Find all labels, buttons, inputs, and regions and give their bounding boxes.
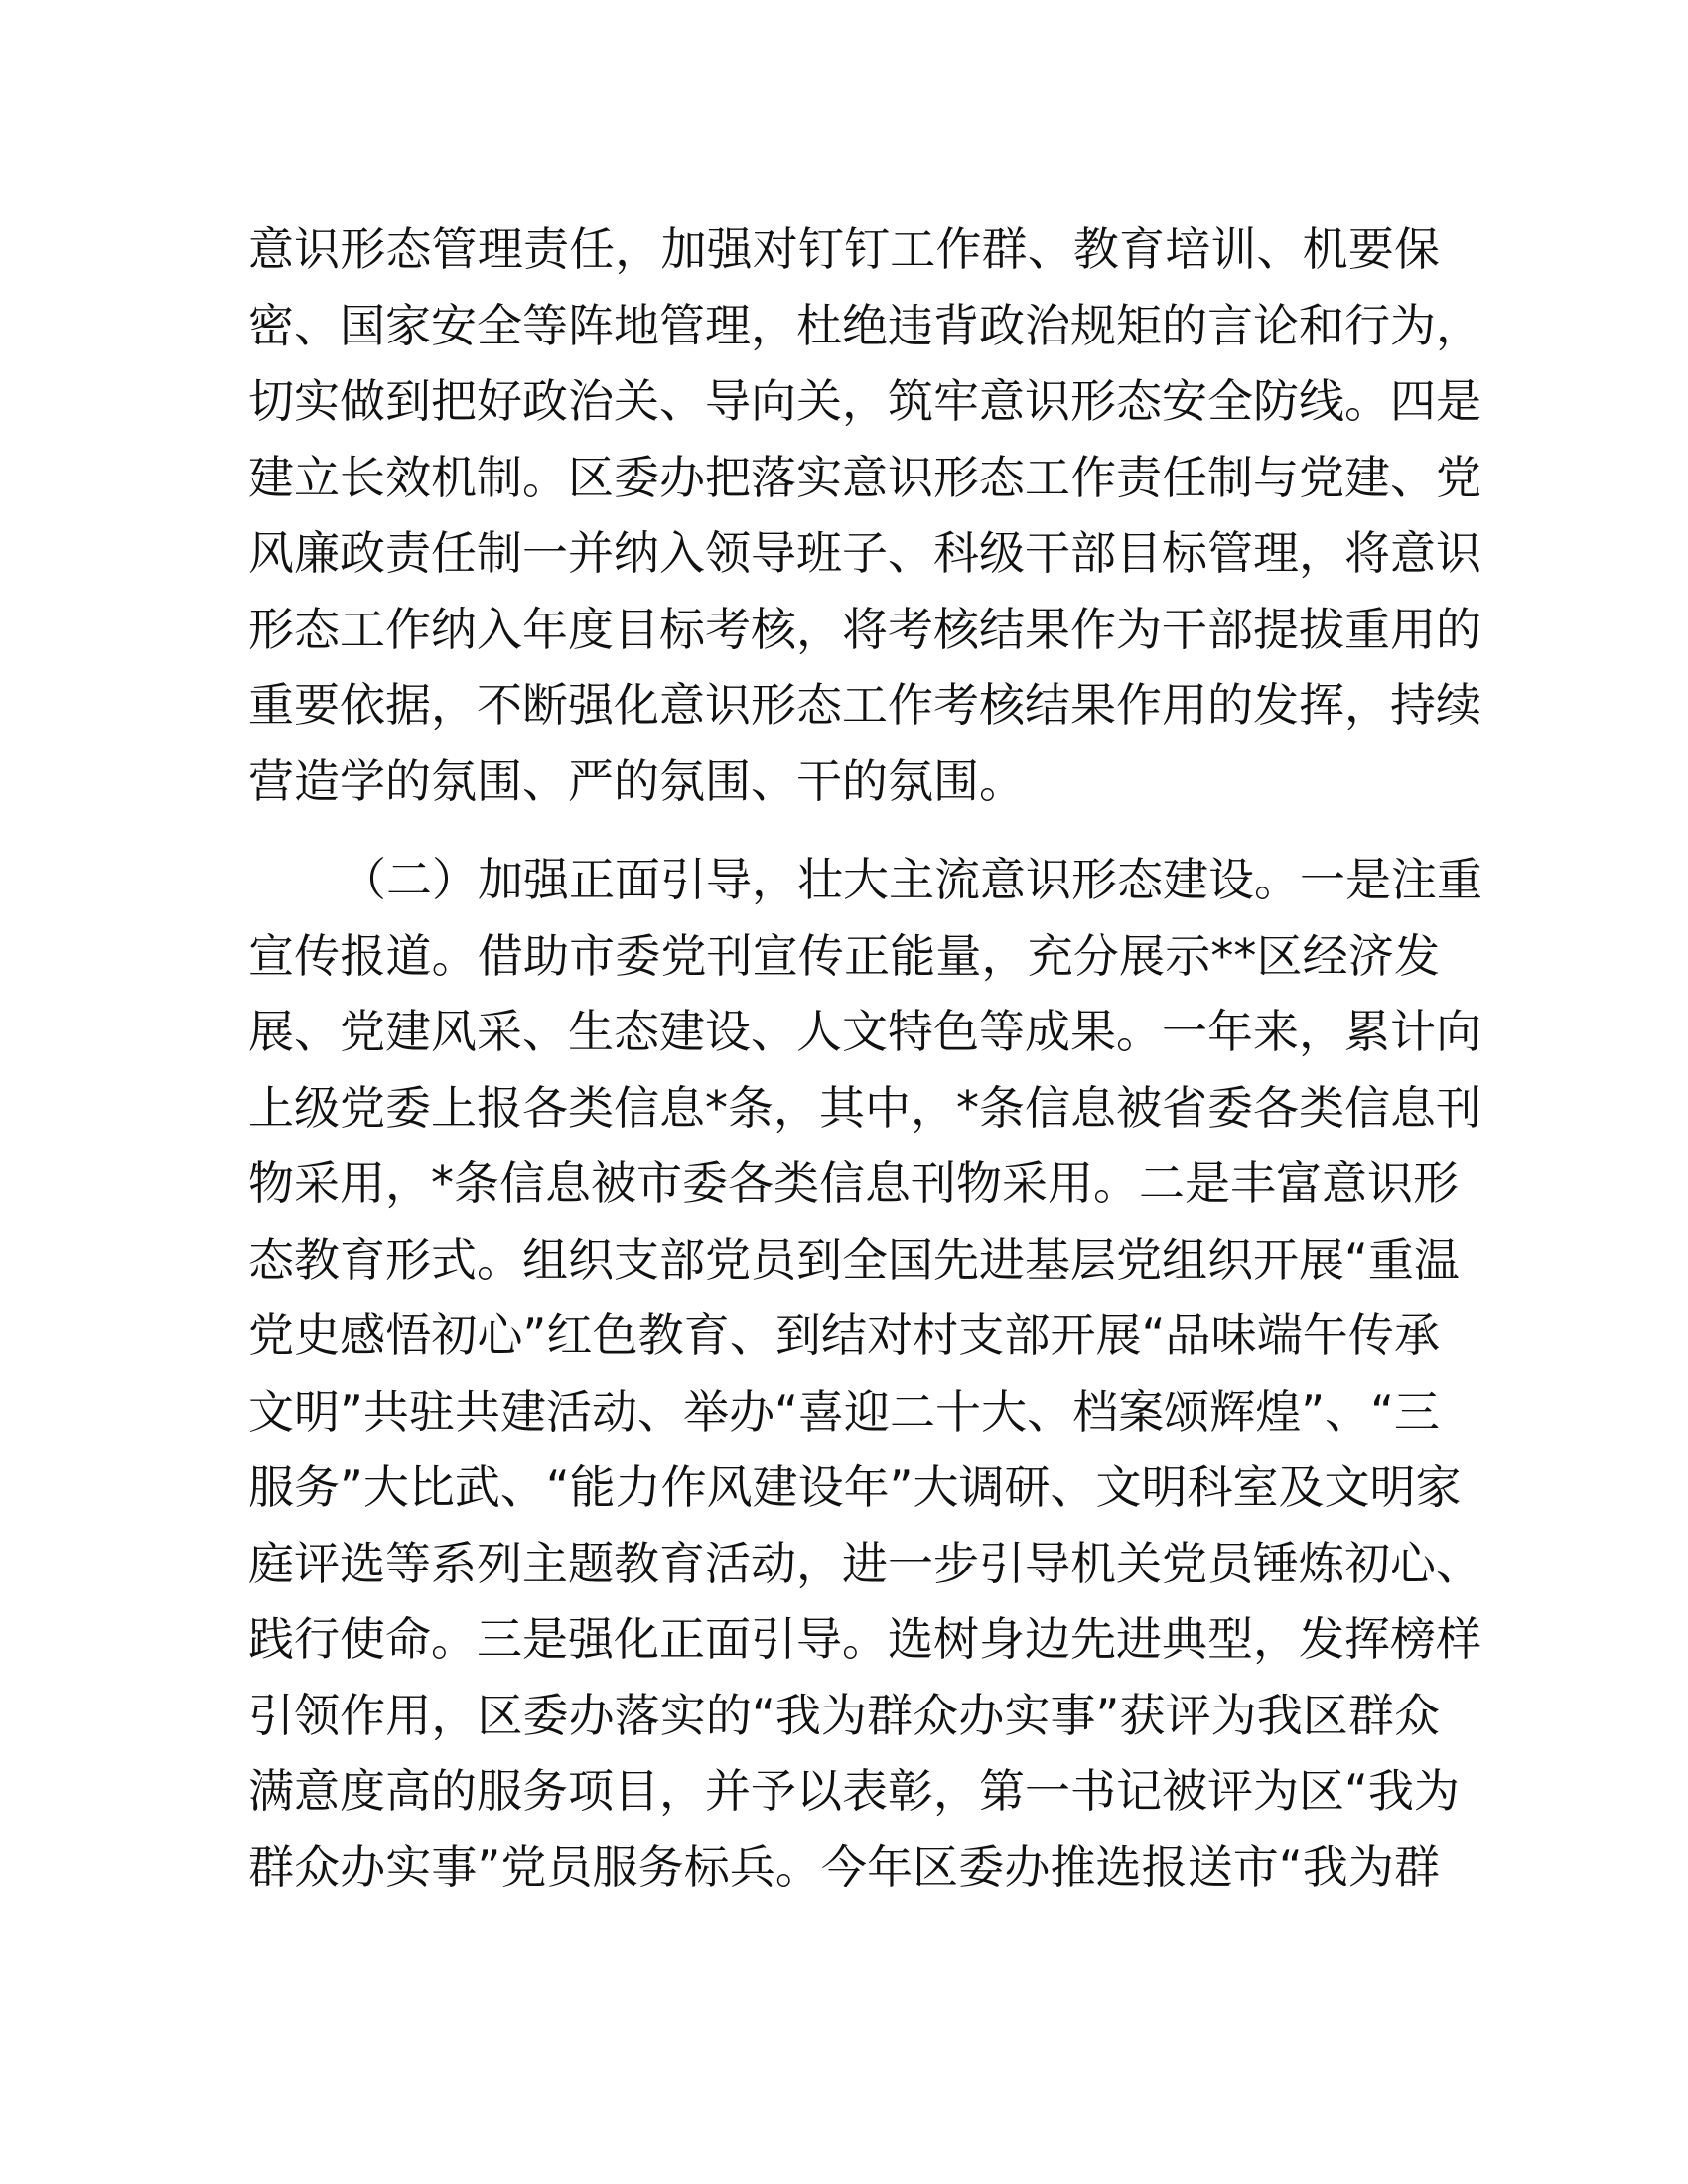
text-line: 宣传报道。借助市委党刊宣传正能量，充分展示**区经济发 [248, 928, 1440, 983]
text-line: 重要依据，不断强化意识形态工作考核结果作用的发挥，持续 [248, 678, 1481, 732]
text-line: 态教育形式。组织支部党员到全国先进基层党组织开展“重温 [248, 1232, 1460, 1287]
text-line: 服务”大比武、“能力作风建设年”大调研、文明科室及文明家 [248, 1460, 1462, 1514]
text-line: 引领作用，区委办落实的“我为群众办实事”获评为我区群众 [248, 1688, 1440, 1742]
text-line: 党史感悟初心”红色教育、到结对村支部开展“品味端午传承 [248, 1308, 1440, 1362]
text-line: 密、国家安全等阵地管理，杜绝违背政治规矩的言论和行为， [248, 298, 1481, 352]
text-line: 践行使命。三是强化正面引导。选树身边先进典型，发挥榜样 [248, 1612, 1481, 1666]
text-line: 满意度高的服务项目，并予以表彰，第一书记被评为区“我为 [248, 1764, 1460, 1818]
text-line: 庭评选等系列主题教育活动，进一步引导机关党员锤炼初心、 [248, 1536, 1481, 1590]
paragraph-ideology-responsibility [248, 211, 1481, 819]
text-line: 物采用，*条信息被市委各类信息刊物采用。二是丰富意识形 [248, 1157, 1459, 1210]
text-line: 切实做到把好政治关、导向关，筑牢意识形态安全防线。四是 [248, 374, 1481, 428]
text-line: 文明”共驻共建活动、举办“喜迎二十大、档案颂辉煌”、“三 [248, 1384, 1440, 1438]
text-line: 展、党建风采、生态建设、人文特色等成果。一年来，累计向 [248, 1005, 1481, 1058]
text-line: 建立长效机制。区委办把落实意识形态工作责任制与党建、党 [248, 450, 1481, 504]
text-line: 群众办实事”党员服务标兵。今年区委办推选报送市“我为群 [248, 1840, 1440, 1894]
text-line: 风廉政责任制一并纳入领导班子、科级干部目标管理，将意识 [248, 526, 1481, 580]
text-line: 形态工作纳入年度目标考核，将考核结果作为干部提拔重用的 [248, 602, 1481, 656]
section-heading-line: （二）加强正面引导，壮大主流意识形态建设。一是注重 [341, 853, 1482, 906]
text-line: 营造学的氛围、严的氛围、干的氛围。 [248, 753, 1025, 808]
text-line: 意识形态管理责任，加强对钉钉工作群、教育培训、机要保 [248, 222, 1440, 276]
paragraph-positive-guidance [248, 842, 1482, 1905]
text-line: 上级党委上报各类信息*条，其中，*条信息被省委各类信息刊 [248, 1080, 1481, 1135]
